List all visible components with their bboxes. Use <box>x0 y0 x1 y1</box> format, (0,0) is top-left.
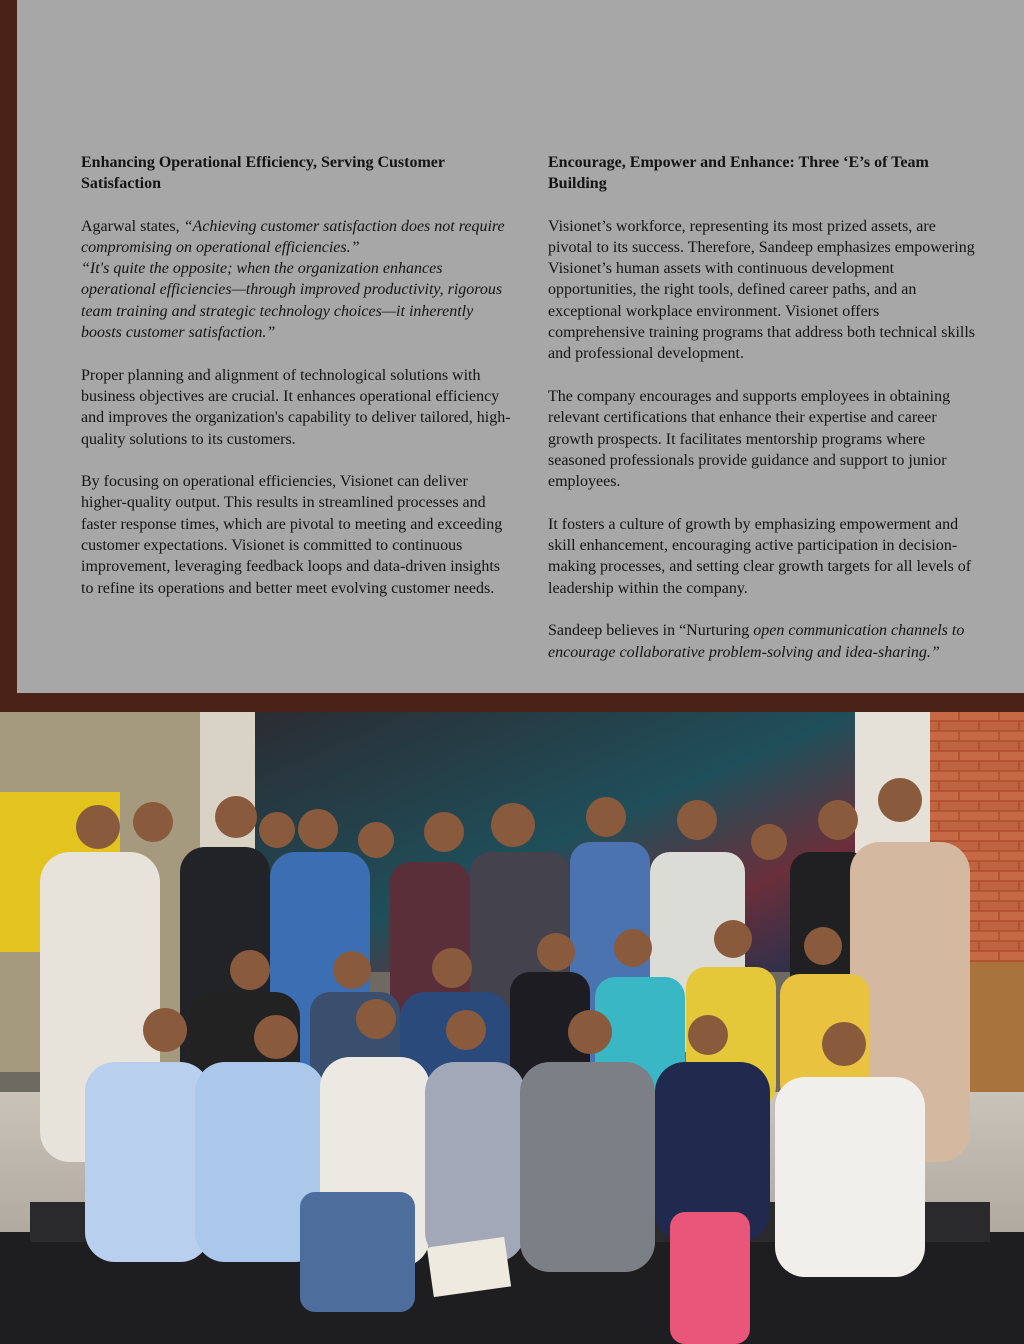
left-column <box>81 152 513 620</box>
right-paragraph-2: The company encourages and supports employees in obtaining relevant certifications that enhance their expertise and career growth prospects. It facilitates mentorship programs where seasoned professionals provide guidance and support to junior employees. <box>548 387 951 491</box>
quote-lead: Sandeep believes in “Nurturing <box>548 622 754 640</box>
text-panel <box>17 0 1024 693</box>
left-paragraph-3: By focusing on operational efficiencies, Visionet can deliver higher-quality output. This results in streamlined processes and faster response times, which are pivotal to meeting and exceeding customer expectations. Visionet is committed to continuous improvement, leveraging feedback loops and data-driven insights to refine its operations and better meet evolving customer needs. <box>81 473 503 597</box>
quote-2: “It's quite the opposite; when the organization enhances operational efficiencies—through improved productivity, rigorous team training and strategic technology choices—it inherently boosts customer satisfaction.” <box>81 260 503 342</box>
team-photo-illustration <box>0 712 1024 1344</box>
quote-1: “Achieving customer satisfaction does not require compromising on operational efficiencies.” <box>81 217 505 256</box>
left-heading: Enhancing Operational Efficiency, Serving Customer Satisfaction <box>81 154 445 193</box>
right-heading: Encourage, Empower and Enhance: Three ‘E’s of Team Building <box>548 154 929 193</box>
quote-attribution: Agarwal states, <box>81 217 184 235</box>
right-paragraph-1: Visionet’s workforce, representing its most prized assets, are pivotal to its success. Therefore, Sandeep emphasizes empowering Visionet’s human assets with continuous development opportunities, the right tools, defined career paths, and an exceptional workplace environment. Visionet offers comprehensive training programs that address both technical skills and professional development. <box>548 217 975 363</box>
quote-italic: open communication channels to encourage collaborative problem-solving and idea-sharing.” <box>548 622 965 661</box>
right-paragraph-4 <box>548 620 980 663</box>
right-column <box>548 152 980 684</box>
left-paragraph-2: Proper planning and alignment of technological solutions with business objectives are crucial. It enhances operational efficiency and improves the organization's capability to deliver tailored, high-quality solutions to its customers. <box>81 366 511 448</box>
left-paragraph-1 <box>81 216 513 344</box>
team-photo <box>0 712 1024 1344</box>
right-paragraph-3: It fosters a culture of growth by emphasizing empowerment and skill enhancement, encouraging active participation in decision-making processes, and setting clear growth targets for all levels of leadership within the company. <box>548 515 972 597</box>
